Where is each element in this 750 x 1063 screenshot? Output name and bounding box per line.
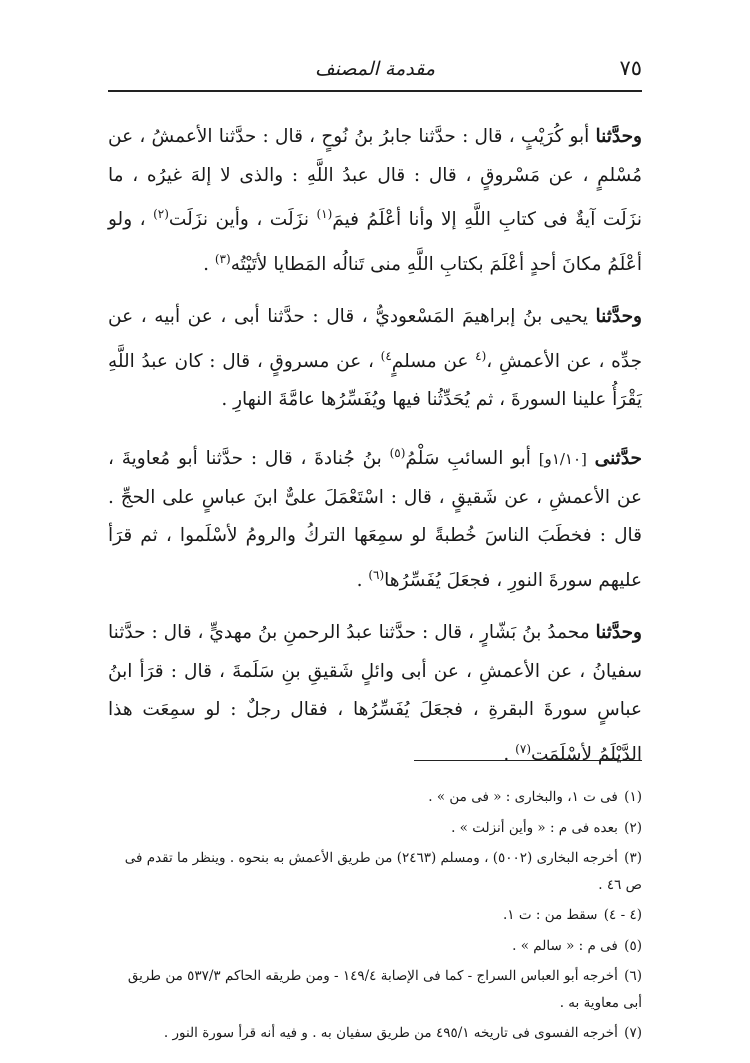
footnote-mark: (٢) bbox=[153, 207, 169, 221]
text-segment: محمدُ بنُ بَشّارٍ ، قال : حدَّثنا عبدُ الرحمنِ بنُ مهديٍّ ، قال : حدَّثنا سفيانُ ، عن الأعمشِ ، عن أبى وائلٍ شَقيقِ بنِ سَلَمةَ ، قال : قرَأ ابنُ عباسٍ سورةَ البقرةِ ، فجعَلَ يُفَسِّرُها ، فقال رجلٌ : لو سمِعَت هذا الدَّيْلَمُ لأسْلَمَت bbox=[108, 622, 642, 765]
footnote-number: (٧) bbox=[624, 1025, 642, 1041]
footnote-number: (٢) bbox=[624, 819, 642, 836]
footnote-text: سقط من : ت ١. bbox=[503, 907, 598, 923]
page-number: ٧٥ bbox=[619, 56, 642, 80]
footnote-mark: (٧) bbox=[515, 741, 531, 756]
paragraph-2 bbox=[108, 298, 642, 420]
text-segment: يحيى بنُ إبراهيمَ المَسْعوديُّ ، قال : حدَّثنا أبى ، عن أبيه ، عن جدِّه ، عن الأعمشِ ، bbox=[108, 306, 642, 372]
footnote-mark: (٣) bbox=[214, 251, 231, 266]
footnote-mark: ٤) bbox=[380, 348, 392, 363]
footnote bbox=[108, 902, 642, 929]
footnotes bbox=[108, 784, 642, 1051]
footnote-mark: (٥) bbox=[389, 445, 406, 460]
footnote-number: (٤ - ٤) bbox=[603, 907, 642, 923]
footnote-text: فى ت ١، والبخارى : « فى من » . bbox=[428, 789, 618, 805]
footnote-text: أخرجه البخارى (٥٠٠٢) ، ومسلم (٢٤٦٣) من طريق الأعمش به بنحوه . وينظر ما تقدم فى ص ٤٦ . bbox=[124, 850, 642, 893]
footnote-text: فى م : « سالم » . bbox=[512, 937, 618, 954]
text-segment: ، عن مسروقٍ ، قال : كان عبدُ اللَّهِ يَقْرَأُ علينا السورةَ ، ثم يُحَدِّثُنا فيها ويُفَسِّرُها عامَّةَ النهارِ . bbox=[108, 350, 642, 411]
page-header bbox=[108, 52, 642, 92]
footnote-mark: (٦) bbox=[368, 567, 385, 582]
footnote-number: (٦) bbox=[624, 968, 642, 984]
text-segment: عن مسلمٍ bbox=[391, 350, 476, 372]
text-segment: أبو كُرَيْبٍ ، قال : حدَّثنا جابرُ بنُ نُوحٍ ، قال : حدَّثنا الأعمشُ ، عن مُسْلمٍ ، عن مَسْروقٍ ، قال : قال عبدُ اللَّهِ : والذى لا إلهَ غيرُه ، ما نزَلَت آيةٌ فى كتابِ اللَّهِ إلا وأنا أعْلَمُ فيمَ bbox=[108, 126, 642, 231]
main-text bbox=[108, 118, 642, 788]
manuscript-folio-ref: [١/١٠و] bbox=[538, 450, 587, 469]
footnote bbox=[108, 933, 642, 960]
paragraph-lead: وحدَّثنا bbox=[595, 126, 642, 147]
footnote-mark: (١) bbox=[316, 207, 333, 221]
paragraph-lead: وحدَّثنا bbox=[595, 622, 642, 644]
text-segment: بنُ جُنادةَ ، قال : حدَّثنا أبو مُعاويةَ ، عن الأعمشِ ، عن شَقيقٍ ، قال : اسْتَعْمَلَ علىٌّ ابنَ عباسٍ على الحجِّ . قال : فخطَبَ الناسَ خُطبةً لو سمِعَها التركُ والرومُ لأسْلَموا ، ثم قرَأ عليهم سورةَ النورِ ، فجعَلَ يُفَسِّرُها bbox=[108, 448, 642, 591]
text-segment: ، ولو أعْلَمُ مكانَ أحدٍ أعْلَمَ بكتابِ اللَّهِ منى تَنالُه المَطايا لأتَيْتُه bbox=[108, 209, 642, 275]
footnote-number: (٣) bbox=[624, 850, 642, 866]
footnote bbox=[108, 845, 642, 898]
paragraph-1 bbox=[108, 118, 642, 284]
footnote-text: أخرجه الفسوى فى تاريخه ٤٩٥/١ من طريق سفيان به . و فيه أنه قرأ سورة النور . bbox=[163, 1025, 618, 1041]
footnote-number: (٥) bbox=[624, 937, 642, 954]
footnote bbox=[108, 784, 642, 811]
paragraph-lead: وحدَّثنا bbox=[595, 306, 642, 328]
footnote-separator bbox=[414, 760, 642, 761]
running-title: مقدمة المصنف bbox=[314, 58, 436, 80]
text-segment: . bbox=[356, 569, 369, 591]
footnote-text: بعده فى م : « وأين أنزلت » . bbox=[451, 819, 618, 836]
text-segment: نزَلَت ، وأين نزَلَت bbox=[168, 209, 317, 231]
footnote bbox=[108, 1020, 642, 1047]
paragraph-4 bbox=[108, 614, 642, 774]
paragraph-3 bbox=[108, 434, 642, 600]
footnote bbox=[108, 963, 642, 1016]
footnote-mark: (٤ bbox=[475, 348, 487, 363]
footnote-number: (١) bbox=[624, 789, 642, 805]
text-segment: . bbox=[203, 253, 215, 275]
paragraph-lead: حدَّثنى bbox=[594, 448, 642, 470]
text-segment: . bbox=[503, 743, 516, 765]
footnote-text: أخرجه أبو العباس السراج - كما فى الإصابة ١٤٩/٤ - ومن طريقه الحاكم ٥٣٧/٣ من طريق أبى معاوية به . bbox=[127, 968, 642, 1011]
footnote bbox=[108, 815, 642, 842]
text-segment: أبو السائبِ سَلْمُ bbox=[405, 448, 539, 470]
